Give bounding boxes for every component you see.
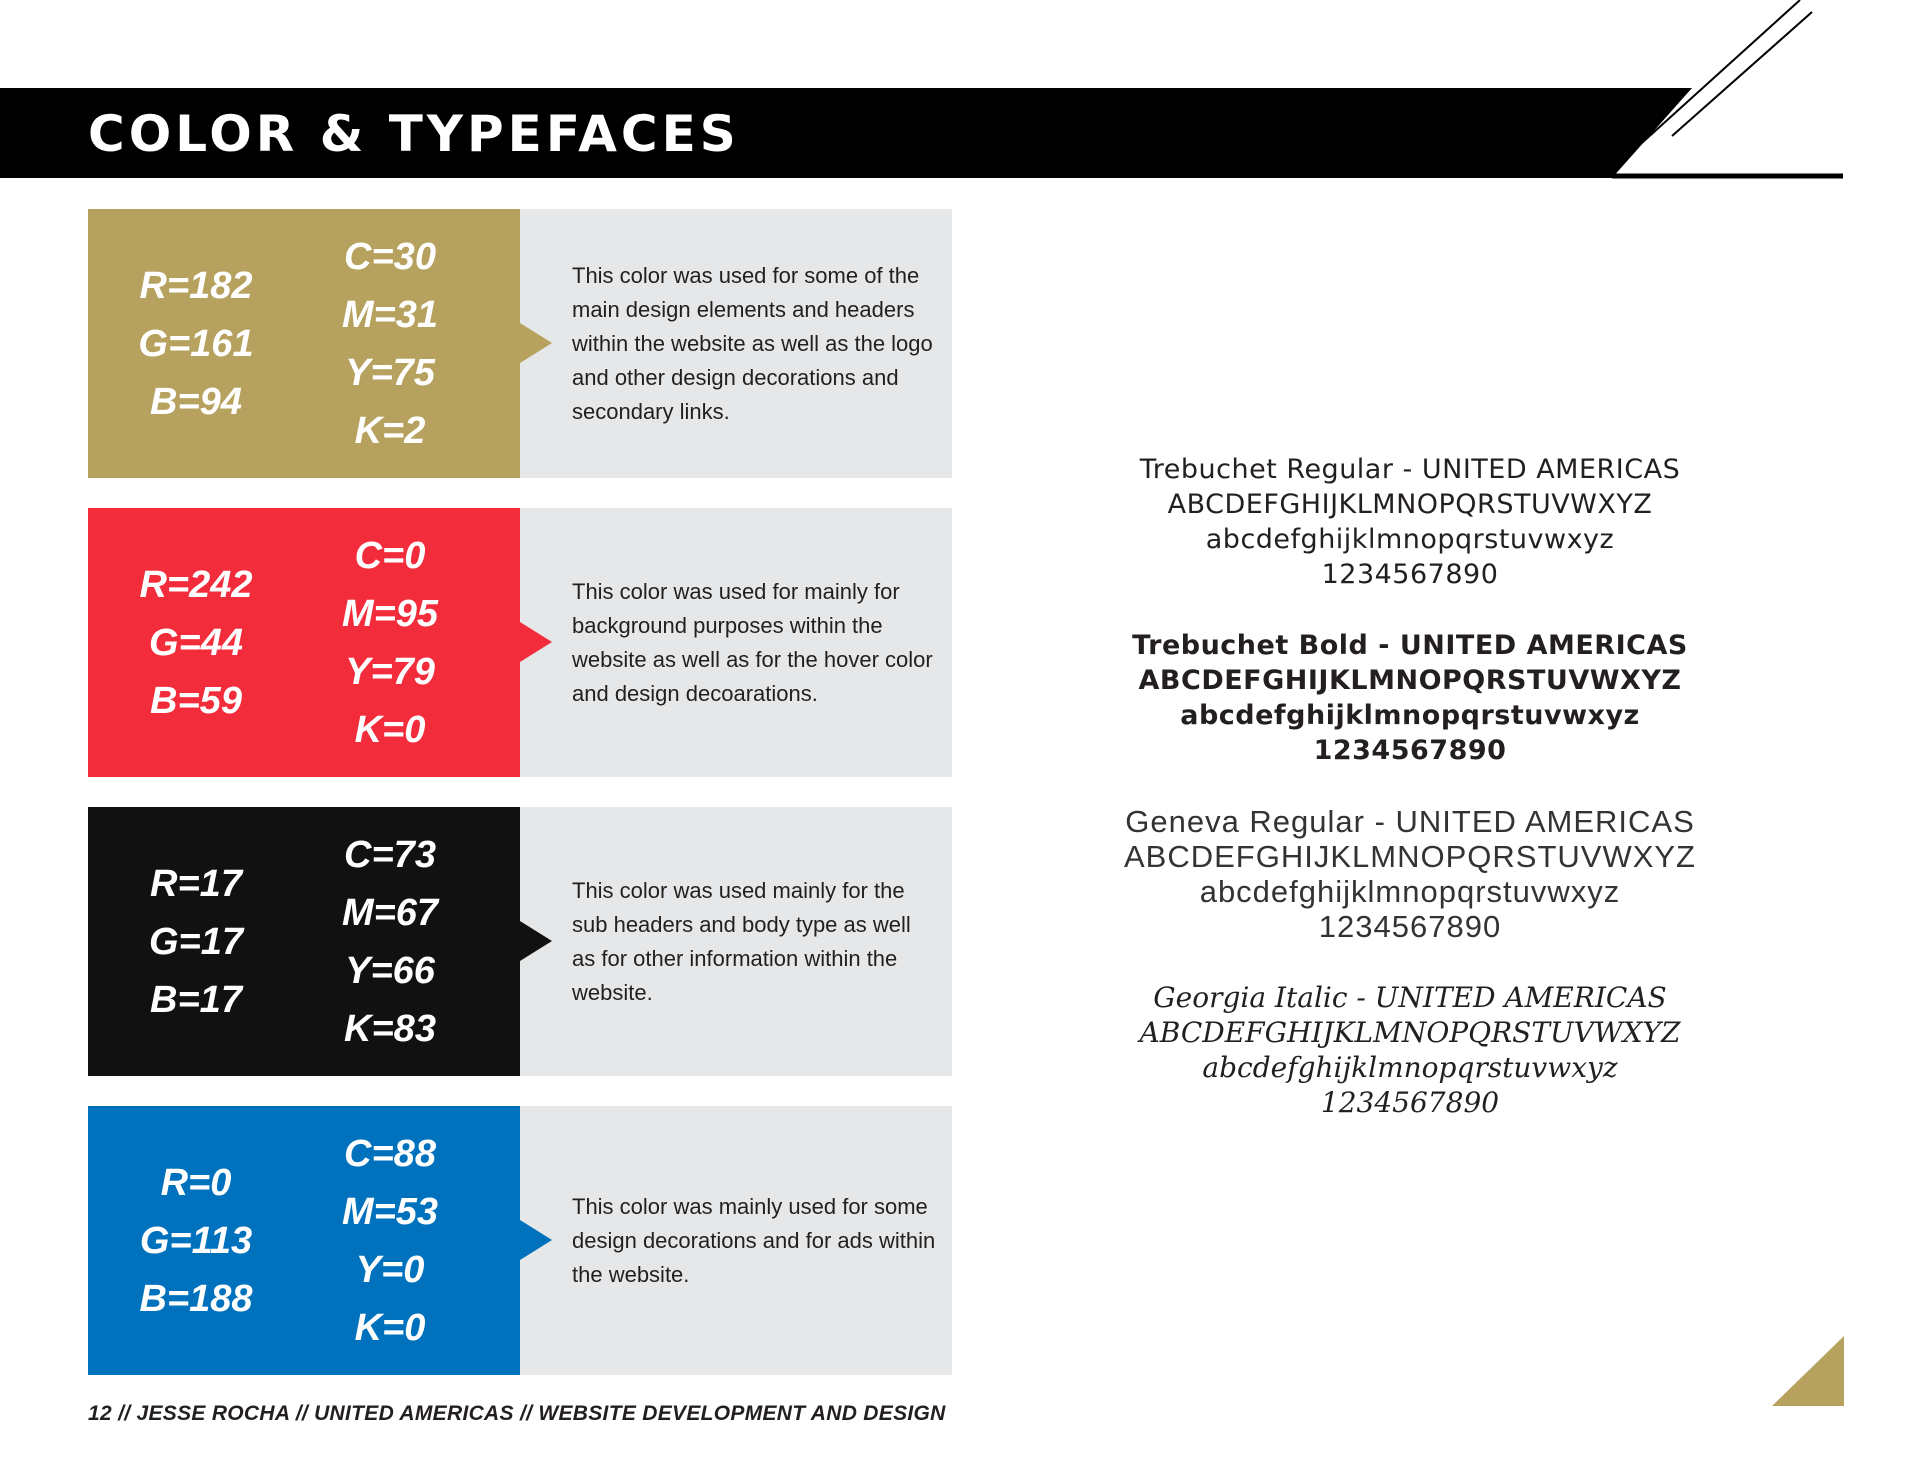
color-description: This color was used for some of the main design elements and headers within the website as well as the logo and other design decorations and secondary links.: [572, 262, 933, 424]
typeface-uppercase: ABCDEFGHIJKLMNOPQRSTUVWXYZ: [1167, 489, 1653, 520]
cmyk-k: K=0: [354, 1306, 426, 1349]
page-footer: 12 // JESSE ROCHA // UNITED AMERICAS // WEBSITE DEVELOPMENT AND DESIGN: [88, 1402, 946, 1425]
cmyk-k: K=0: [354, 708, 426, 751]
typeface-uppercase: ABCDEFGHIJKLMNOPQRSTUVWXYZ: [1138, 665, 1682, 696]
cmyk-k: K=83: [344, 1007, 436, 1050]
cmyk-y: Y=66: [345, 949, 435, 992]
cmyk-c: C=30: [344, 235, 436, 278]
color-description: This color was used mainly for the sub headers and body type as well as for other information within the website.: [572, 877, 911, 1005]
rgb-values: [88, 1106, 304, 1375]
rgb-r: R=17: [150, 862, 242, 905]
typeface-lowercase: abcdefghijklmnopqrstuvwxyz: [1180, 700, 1640, 731]
cmyk-values: [304, 807, 476, 1076]
cmyk-k: K=2: [354, 409, 426, 452]
typeface-name: Geneva Regular - UNITED AMERICAS: [1125, 804, 1695, 839]
cmyk-c: C=73: [344, 833, 436, 876]
typeface-lowercase: abcdefghijklmnopqrstuvwxyz: [1199, 874, 1621, 909]
typeface-uppercase: ABCDEFGHIJKLMNOPQRSTUVWXYZ: [1124, 839, 1696, 874]
pointer-arrow-icon: [520, 622, 552, 662]
cmyk-c: C=88: [344, 1132, 436, 1175]
cmyk-c: C=0: [354, 534, 426, 577]
color-swatch-black: [88, 807, 952, 1076]
typeface-digits: 1234567890: [1321, 559, 1499, 590]
cmyk-m: M=53: [341, 1190, 439, 1233]
typeface-digits: 1234567890: [1313, 735, 1507, 766]
cmyk-values: [304, 508, 476, 777]
typeface-lowercase: abcdefghijklmnopqrstuvwxyz: [1202, 1051, 1618, 1084]
rgb-values: [88, 508, 304, 777]
swatch-block: [88, 1106, 520, 1375]
typeface-uppercase: ABCDEFGHIJKLMNOPQRSTUVWXYZ: [1139, 1016, 1681, 1049]
cmyk-m: M=67: [341, 891, 439, 934]
color-swatch-red: [88, 508, 952, 777]
typeface-name: Georgia Italic - UNITED AMERICAS: [1153, 981, 1667, 1014]
color-description: This color was mainly used for some design decorations and for ads within the website.: [572, 1193, 936, 1287]
rgb-b: B=17: [150, 978, 242, 1021]
rgb-r: R=242: [139, 563, 253, 606]
rgb-g: G=44: [148, 621, 244, 664]
typeface-lowercase: abcdefghijklmnopqrstuvwxyz: [1205, 524, 1615, 555]
corner-triangle-decoration: [1772, 1336, 1844, 1406]
color-description: This color was used for mainly for background purposes within the website as well as for the hover color and design decoarations.: [572, 578, 933, 706]
rgb-values: [88, 807, 304, 1076]
color-swatch-gold: [88, 209, 952, 478]
typeface-sample-geneva-regular: [1100, 804, 1720, 944]
swatch-block: [88, 508, 520, 777]
pointer-arrow-icon: [520, 1220, 552, 1260]
rgb-r: R=182: [139, 264, 253, 307]
cmyk-m: M=95: [341, 592, 439, 635]
description-box: [520, 209, 952, 478]
pointer-arrow-icon: [520, 921, 552, 961]
pointer-arrow-icon: [520, 323, 552, 363]
rgb-r: R=0: [160, 1161, 232, 1204]
rgb-values: [88, 209, 304, 478]
description-box: [520, 508, 952, 777]
typeface-name: Trebuchet Bold - UNITED AMERICAS: [1132, 630, 1688, 661]
rgb-g: G=17: [148, 920, 244, 963]
cmyk-values: [304, 209, 476, 478]
cmyk-y: Y=75: [345, 351, 435, 394]
typeface-sample-georgia-italic: [1100, 980, 1720, 1120]
swatch-block: [88, 209, 520, 478]
cmyk-y: Y=0: [355, 1248, 425, 1291]
typeface-digits: 1234567890: [1320, 1086, 1500, 1119]
color-swatch-blue: [88, 1106, 952, 1375]
cmyk-y: Y=79: [345, 650, 435, 693]
cmyk-m: M=31: [341, 293, 439, 336]
swatch-block: [88, 807, 520, 1076]
typeface-sample-trebuchet-bold: [1100, 628, 1720, 768]
rgb-g: G=161: [138, 322, 254, 365]
page-title: COLOR & TYPEFACES: [88, 105, 740, 163]
description-box: [520, 807, 952, 1076]
typeface-name: Trebuchet Regular - UNITED AMERICAS: [1139, 454, 1681, 485]
rgb-b: B=94: [150, 380, 242, 423]
cmyk-values: [304, 1106, 476, 1375]
rgb-b: B=188: [139, 1277, 253, 1320]
typeface-sample-trebuchet-regular: [1100, 452, 1720, 592]
typeface-digits: 1234567890: [1318, 909, 1502, 944]
rgb-b: B=59: [150, 679, 242, 722]
description-box: [520, 1106, 952, 1375]
rgb-g: G=113: [139, 1219, 253, 1262]
